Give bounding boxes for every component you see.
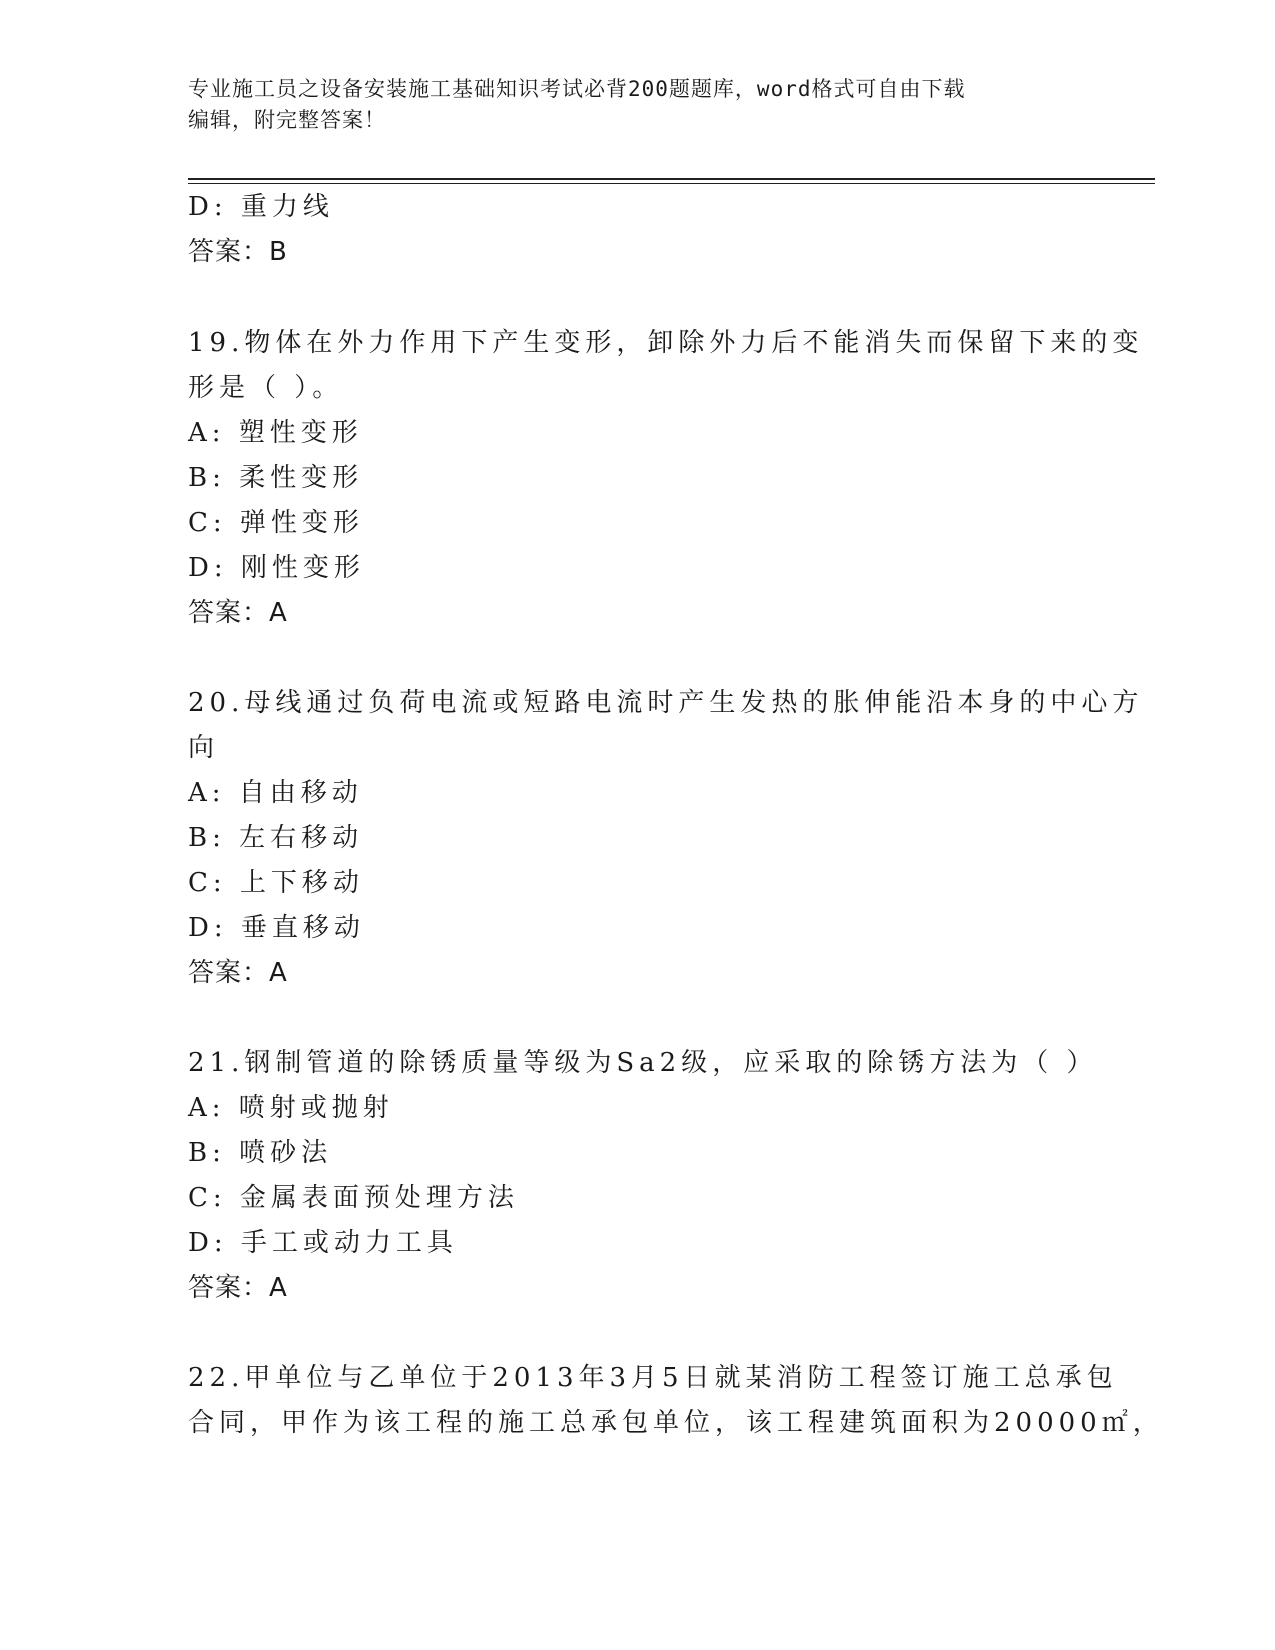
header-divider-thin: [188, 183, 1155, 184]
q20-option-c: C: 上下移动: [188, 868, 364, 898]
q20-option-a: A: 自由移动: [188, 778, 363, 808]
title-line-1: 专业施工员之设备安装施工基础知识考试必背200题题库，word格式可自由下载: [188, 77, 966, 101]
q20-option-b: B: 左右移动: [188, 823, 364, 853]
header-divider: [188, 178, 1155, 180]
q21-option-b: B: 喷砂法: [188, 1138, 333, 1168]
q20-answer: 答案：A: [188, 958, 288, 988]
q22-stem-line-2: 合同，甲作为该工程的施工总承包单位，该工程建筑面积为20000㎡，: [188, 1408, 1164, 1438]
q21-option-a: A: 喷射或抛射: [188, 1093, 394, 1123]
document-title: [188, 74, 1088, 136]
q20-option-d: D: 垂直移动: [188, 913, 365, 943]
q19-option-d: D: 刚性变形: [188, 553, 365, 583]
q19-option-a: A: 塑性变形: [188, 418, 363, 448]
q20-stem-line-1: 20.母线通过负荷电流或短路电流时产生发热的胀伸能沿本身的中心方: [188, 688, 1144, 718]
q19-option-c: C: 弹性变形: [188, 508, 364, 538]
q19-answer: 答案：A: [188, 598, 288, 628]
q19-stem-line-2: 形是（ ）。: [188, 373, 344, 403]
q21-stem-line-1: 21.钢制管道的除锈质量等级为Sa2级，应采取的除锈方法为（ ）: [188, 1048, 1098, 1078]
q18-answer: 答案：B: [188, 237, 288, 267]
q19-stem-line-1: 19.物体在外力作用下产生变形，卸除外力后不能消失而保留下来的变: [188, 328, 1144, 358]
q18-option-d: D: 重力线: [188, 192, 334, 222]
q20-stem-line-2: 向: [188, 733, 220, 763]
q22-stem-line-1: 22.甲单位与乙单位于2013年3月5日就某消防工程签订施工总承包: [188, 1363, 1118, 1393]
q21-answer: 答案：A: [188, 1273, 288, 1303]
q21-option-c: C: 金属表面预处理方法: [188, 1183, 519, 1213]
title-line-2: 编辑，附完整答案！: [188, 108, 386, 132]
q19-option-b: B: 柔性变形: [188, 463, 364, 493]
q21-option-d: D: 手工或动力工具: [188, 1228, 458, 1258]
